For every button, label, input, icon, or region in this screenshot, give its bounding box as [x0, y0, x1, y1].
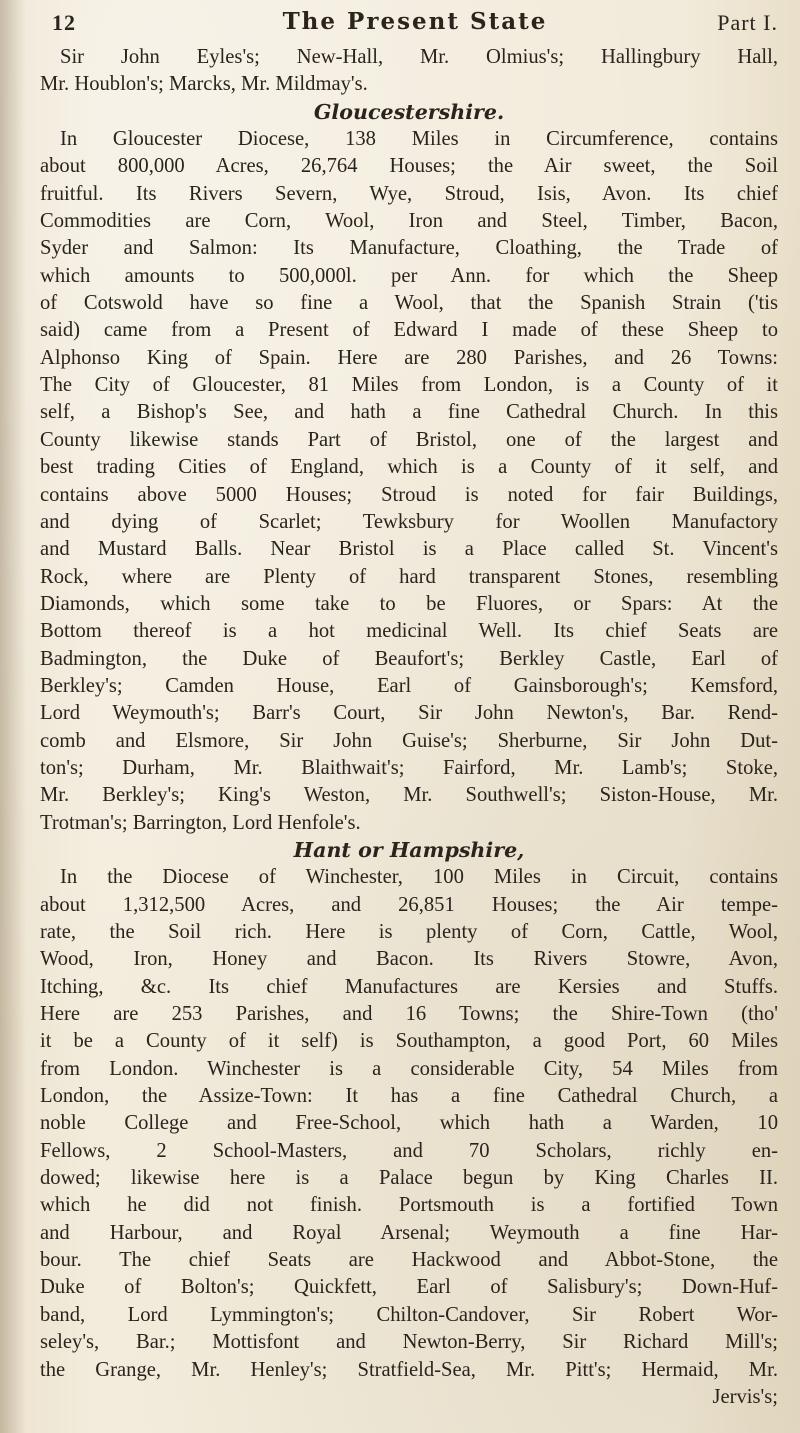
text-line: Mr. Houblon's; Marcks, Mr. Mildmay's. [40, 73, 368, 96]
text-line: Badmington, the Duke of Beaufort's; Berkley Castle, Earl of [40, 647, 778, 670]
text-line: rate, the Soil rich. Here is plenty of Corn, Cattle, Wool, [40, 921, 778, 943]
text-line: County likewise stands Part of Bristol, one of the largest and [40, 428, 778, 451]
text-line: about 800,000 Acres, 26,764 Houses; the Air sweet, the Soil [40, 155, 778, 178]
text-line: London, the Assize-Town: It has a fine Cathedral Church, a [40, 1085, 778, 1108]
text-line: Diamonds, which some take to be Fluores, or Spars: At the [40, 592, 778, 615]
text-line: Sir John Eyles's; New-Hall, Mr. Olmius's; Hallingbury Hall, [60, 46, 778, 68]
county-heading: Hant or Hampshire, [293, 837, 525, 862]
text-line: it be a County of it self) is Southampton, a good Port, 60 Miles [40, 1030, 778, 1053]
county-heading: Gloucestershire. [313, 99, 505, 124]
text-line: band, Lord Lymmington's; Chilton-Candover, Sir Robert Wor- [40, 1303, 778, 1326]
text-line: comb and Elsmore, Sir John Guise's; Sherburne, Sir John Dut- [40, 729, 778, 752]
text-line: the Grange, Mr. Henley's; Stratfield-Sea, Mr. Pitt's; Hermaid, Mr. [40, 1358, 778, 1381]
text-line: Here are 253 Parishes, and 16 Towns; the Shire-Town (tho' [40, 1003, 778, 1026]
text-line: Itching, &c. Its chief Manufactures are Kersies and Stuffs. [40, 975, 778, 998]
text-line: Alphonso King of Spain. Here are 280 Parishes, and 26 Towns: [40, 346, 778, 369]
text-line: In the Diocese of Winchester, 100 Miles in Circuit, contains [60, 866, 778, 889]
text-line: about 1,312,500 Acres, and 26,851 Houses; the Air tempe- [40, 893, 778, 916]
text-line: Duke of Bolton's; Quickfett, Earl of Salisbury's; Down-Huf- [40, 1276, 778, 1299]
text-line: noble College and Free-School, which hath a Warden, 10 [40, 1112, 778, 1135]
text-line: The City of Gloucester, 81 Miles from London, is a County of it [40, 374, 778, 397]
text-line: dowed; likewise here is a Palace begun by King Charles II. [40, 1167, 778, 1190]
text-line: Bottom thereof is a hot medicinal Well. Its chief Seats are [40, 620, 778, 643]
text-line: and Harbour, and Royal Arsenal; Weymouth a fine Har- [40, 1221, 778, 1244]
text-line: self, a Bishop's See, and hath a fine Cathedral Church. In this [40, 401, 778, 424]
text-line: and Mustard Balls. Near Bristol is a Place called St. Vincent's [40, 538, 778, 561]
running-head [52, 10, 778, 44]
text-line: of Cotswold have so fine a Wool, that the Spanish Strain ('tis [40, 292, 778, 315]
part-label: Part I. [717, 10, 778, 35]
text-line: from London. Winchester is a considerable City, 54 Miles from [40, 1057, 778, 1080]
text-line: seley's, Bar.; Mottisfont and Newton-Berry, Sir Richard Mill's; [40, 1331, 778, 1354]
text-line: Fellows, 2 School-Masters, and 70 Scholars, richly en- [40, 1139, 778, 1162]
text-line: Commodities are Corn, Wool, Iron and Steel, Timber, Bacon, [40, 210, 778, 233]
body-text [40, 44, 778, 1411]
text-line: Jervis's; [712, 1385, 778, 1408]
text-line: which amounts to 500,000l. per Ann. for which the Sheep [40, 264, 778, 287]
text-line: Rock, where are Plenty of hard transparent Stones, resembling [40, 565, 778, 588]
text-line: bour. The chief Seats are Hackwood and Abbot-Stone, the [40, 1249, 778, 1272]
text-line: best trading Cities of England, which is a County of it self, and [40, 456, 778, 479]
text-line: and dying of Scarlet; Tewksbury for Woollen Manufactory [40, 510, 778, 533]
text-line: Syder and Salmon: Its Manufacture, Cloathing, the Trade of [40, 237, 778, 260]
text-line: Lord Weymouth's; Barr's Court, Sir John Newton's, Bar. Rend- [40, 702, 778, 725]
text-line: Mr. Berkley's; King's Weston, Mr. Southwell's; Siston-House, Mr. [40, 784, 778, 807]
text-line: which he did not finish. Portsmouth is a fortified Town [40, 1194, 778, 1217]
text-line: In Gloucester Diocese, 138 Miles in Circumference, contains [60, 128, 778, 151]
text-line: Trotman's; Barrington, Lord Henfole's. [40, 811, 361, 834]
text-line: said) came from a Present of Edward I made of these Sheep to [40, 319, 778, 342]
text-line: Berkley's; Camden House, Earl of Gainsborough's; Kemsford, [40, 674, 778, 697]
text-line: ton's; Durham, Mr. Blaithwait's; Fairford, Mr. Lamb's; Stoke, [40, 756, 778, 779]
running-title: The Present State [282, 8, 548, 35]
text-line: Wood, Iron, Honey and Bacon. Its Rivers Stowre, Avon, [40, 948, 778, 971]
text-line: fruitful. Its Rivers Severn, Wye, Stroud, Isis, Avon. Its chief [40, 182, 778, 205]
text-line: contains above 5000 Houses; Stroud is noted for fair Buildings, [40, 483, 778, 506]
page-number: 12 [52, 10, 76, 35]
